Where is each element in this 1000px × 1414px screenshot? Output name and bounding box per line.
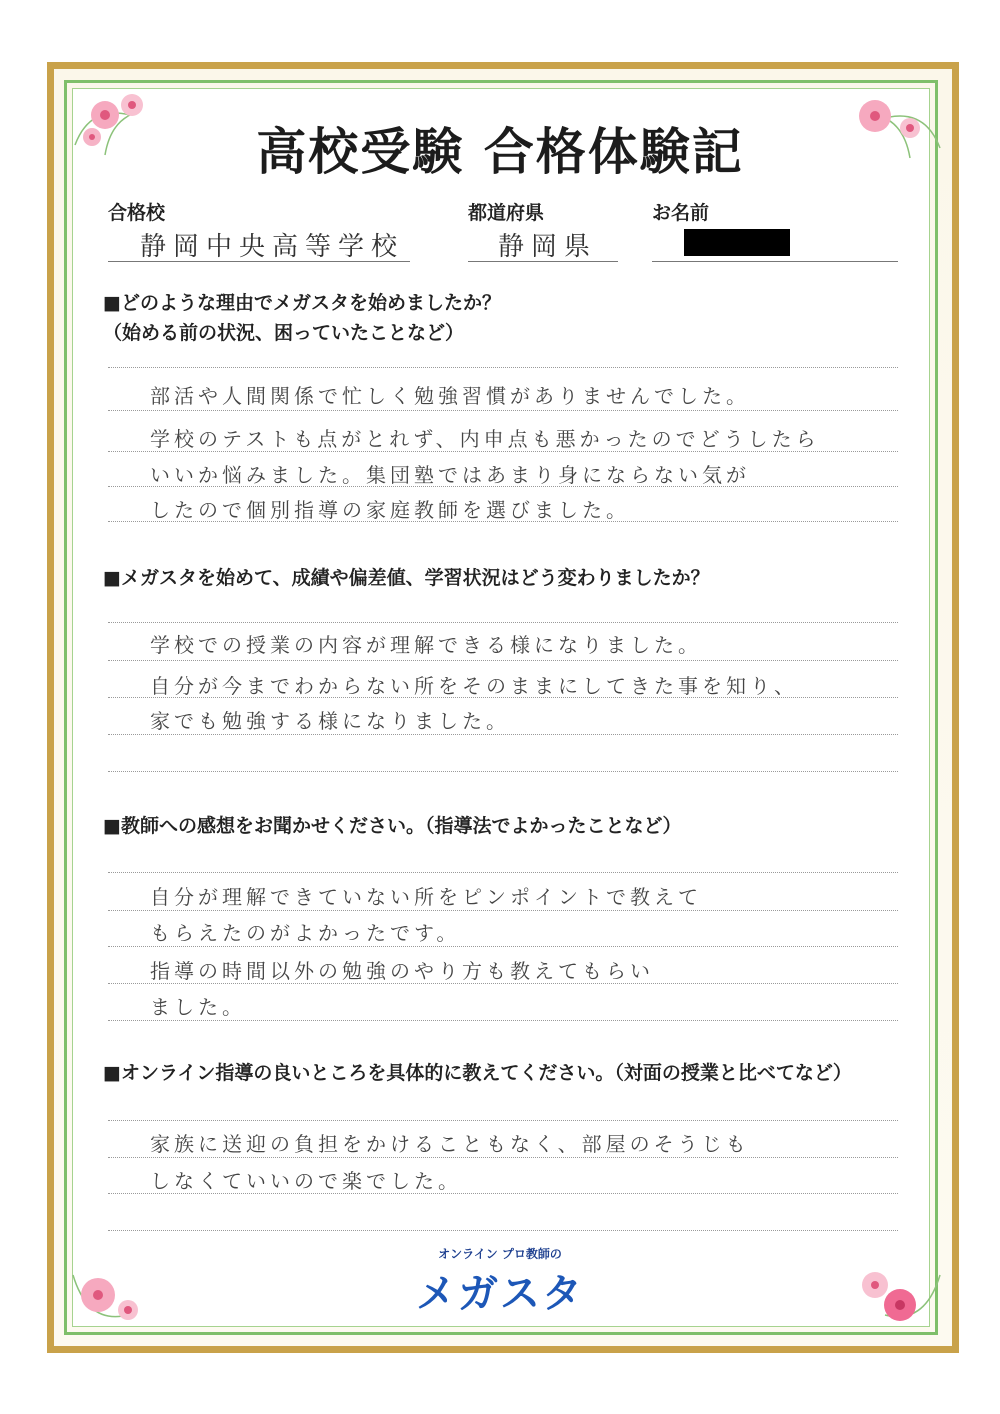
answer-1-line-4: したので個別指導の家庭教師を選びました。 [150, 498, 630, 522]
answer-rule [108, 521, 898, 522]
answer-rule [108, 910, 898, 911]
school-underline [108, 261, 410, 263]
answer-rule [108, 1193, 898, 1194]
answer-3-line-4: ました。 [150, 995, 246, 1019]
megasta-logo: メガスタ [416, 1271, 584, 1317]
answer-3-line-3: 指導の時間以外の勉強のやり方も教えてもらい [150, 959, 654, 983]
answer-3-line-2: もらえたのがよかったです。 [150, 921, 461, 945]
answer-rule [108, 771, 898, 772]
answer-rule [108, 451, 898, 452]
question-2: ■メガスタを始めて、成績や偏差値、学習状況はどう変わりましたか？ [103, 567, 710, 589]
answer-rule [108, 410, 898, 411]
answer-2-line-2: 自分が今までわからない所をそのままにしてきた事を知り、 [150, 674, 798, 698]
prefecture-underline [468, 261, 618, 263]
answer-rule [108, 367, 898, 368]
answer-rule [108, 1120, 898, 1121]
answer-2-line-3: 家でも勉強する様になりました。 [150, 709, 510, 733]
question-4: ■オンライン指導の良いところを具体的に教えてください。（対面の授業と比べてなど） [103, 1062, 852, 1084]
name-underline [652, 261, 898, 263]
name-label: お名前 [652, 202, 710, 224]
answer-rule [108, 486, 898, 487]
school-value: 静岡中央高等学校 [140, 232, 405, 262]
prefecture-value: 静岡県 [498, 232, 598, 262]
answer-1-line-2: 学校のテストも点がとれず、内申点も悪かったのでどうしたら [150, 427, 820, 451]
answer-1-line-3: いいか悩みました。集団塾ではあまり身にならない気が [150, 463, 750, 487]
answer-rule [108, 1157, 898, 1158]
school-label: 合格校 [108, 202, 166, 224]
answer-rule [108, 872, 898, 873]
answer-rule [108, 1020, 898, 1021]
answer-4-line-1: 家族に送迎の負担をかけることもなく、部屋のそうじも [150, 1132, 750, 1156]
answer-3-line-1: 自分が理解できていない所をピンポイントで教えて [150, 885, 702, 909]
answer-rule [108, 946, 898, 947]
answer-1-line-1: 部活や人間関係で忙しく勉強習慣がありませんでした。 [150, 384, 750, 408]
answer-4-line-2: しなくていいので楽でした。 [150, 1169, 462, 1193]
question-3: ■教師への感想をお聞かせください。（指導法でよかったことなど） [103, 815, 682, 837]
answer-rule [108, 622, 898, 623]
logo-tagline: オンライン プロ教師の [438, 1247, 562, 1261]
answer-2-line-1: 学校での授業の内容が理解できる様になりました。 [150, 633, 702, 657]
answer-rule [108, 983, 898, 984]
name-redaction [684, 229, 790, 256]
answer-rule [108, 1230, 898, 1231]
answer-rule [108, 660, 898, 661]
prefecture-label: 都道府県 [468, 202, 545, 224]
question-1: ■どのような理由でメガスタを始めましたか？ （始める前の状況、困っていたことなど） [103, 292, 501, 344]
answer-rule [108, 697, 898, 698]
page-title: 高校受験 合格体験記 [256, 122, 744, 181]
answer-rule [108, 734, 898, 735]
